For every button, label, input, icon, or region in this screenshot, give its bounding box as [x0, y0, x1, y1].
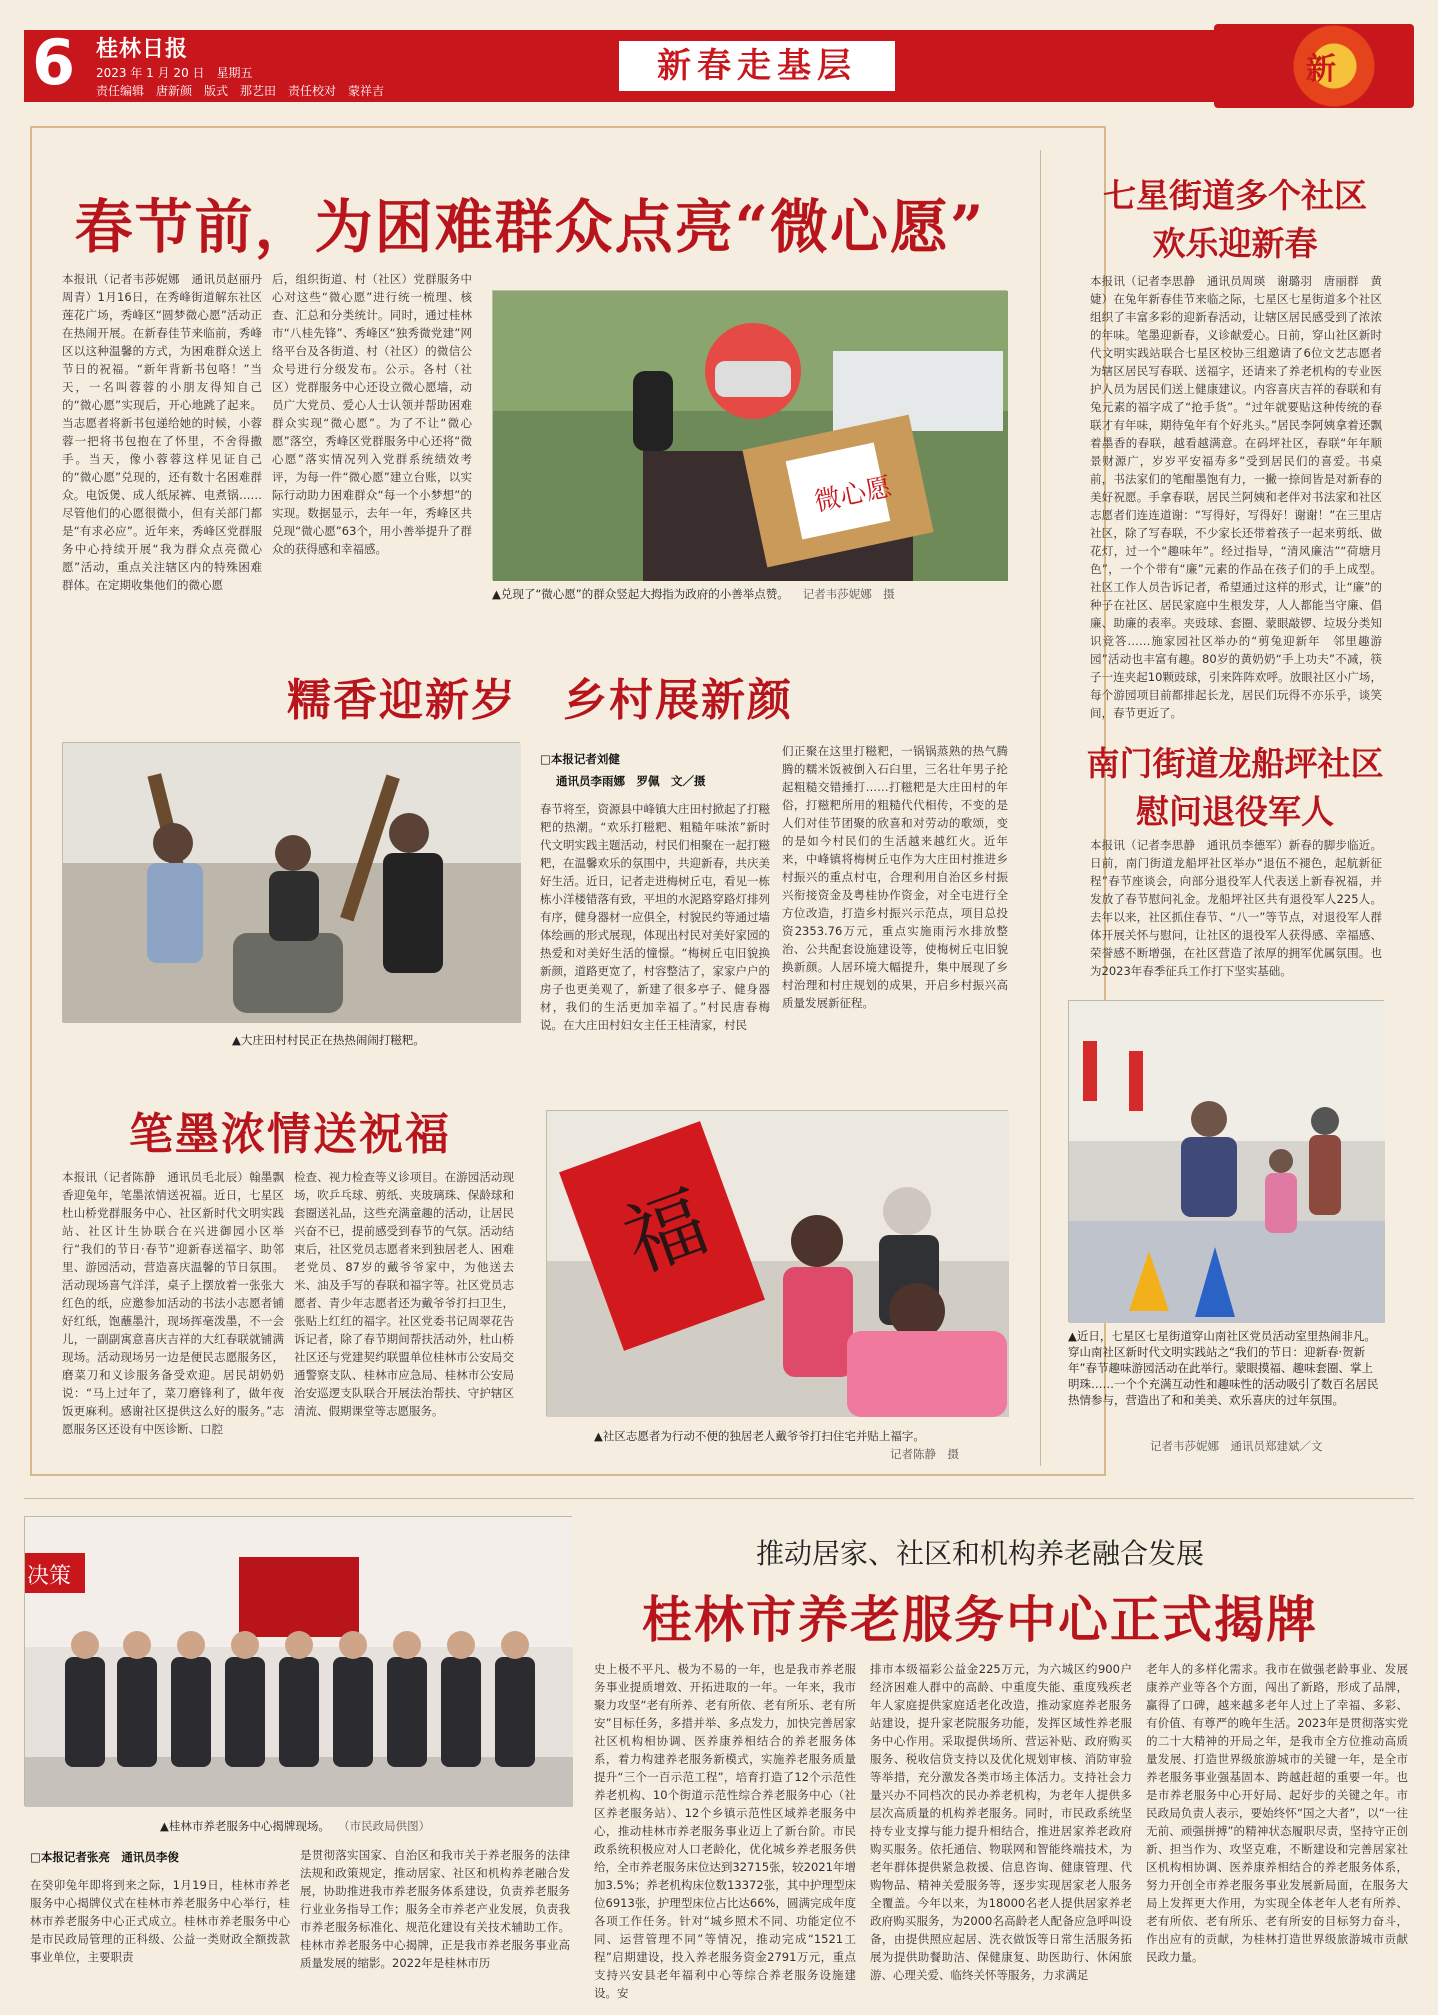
- nanmen-headline: [1060, 740, 1410, 836]
- fu-photo: [546, 1110, 1008, 1416]
- elderly-kicker: 推动居家、社区和机构养老融合发展: [755, 1537, 1204, 1570]
- qixing-story-body: 本报讯（记者李思静 通讯员周瑛 谢璐羽 唐丽群 黄婕）在兔年新春佳节来临之际，七星区七星街道多个社区组织了丰富多彩的迎新春活动，让辖区居民感受到了浓浓的年味。笔墨迎新春，义诊献爱心。日前，穿山社区新时代文明实践站联合七星区校协三组邀请了6位文艺志愿者为辖区居民写春联、送福字，还请来了养老机构的专业医护人员为居民们送上健康建议。内容喜庆吉祥的春联和有兔元素的福字成了“抢手货”。“过年就要贴这种传统的春联才有年味，期待兔年有个好兆头。”居民李阿姨拿着还飘着墨香的春联，越看越满意。在码坪社区，春联“年年顺景财源广，岁岁平安福寿多”受到居民们的喜爱。书桌前，书法家们的笔酣墨饱有力，一撇一捺间皆是对新春的美好祝愿。手拿春联，居民兰阿姨和老伴对书法家和社区志愿者们连连道谢：“写得好，写得好！谢谢！”在三里店社区，除了写春联，不少家长还带着孩子一起来剪纸、做花灯，过一个“趣味年”。经过指导，“清风廉洁”“荷塘月色”，一个个带有“廉”元素的作品在孩子们的手上成型。社区工作人员告诉记者，希望通过这样的形式，让“廉”的种子在社区、居民家庭中生根发芽，人人都能当守廉、倡廉、助廉的表率。夹豉球、套圈、蒙眼敲锣、垃圾分类知识竞答……施家园社区举办的“剪兔迎新年 邻里趣游园”活动也丰富有趣。80岁的黄奶奶“手上功夫”不减，筷子一连夹起10颗豉球，引来阵阵欢呼。放眼社区小广场，每个游园项目前都排起长龙，居民们玩得不亦乐乎，谈笑间，春节更近了。: [1090, 274, 1382, 720]
- fu-character: 福: [612, 1174, 720, 1290]
- main-story-col2: 后，组织街道、村（社区）党群服务中心对这些“微心愿”进行统一梳理、核查、汇总和分类统计。同时，通过桂林市“八桂先锋”、秀峰区“独秀微党建”网络平台及各街道、村（社区）的微信公众号进行分级发布。公示。各村（社区）党群服务中心还设立微心愿墙，动员广大党员、爱心人士认领并帮助困难群众实现“微心愿”。为了不让“微心愿”落空，秀峰区党群服务中心还将“微心愿”落实情况列入党群系统绩效考评，为每一件“微心愿”建立台账，以实际行动助力困难群众“每一个小梦想”的实现。数据显示，去年一年，秀峰区共兑现“微心愿”63个，用小善举提升了群众的获得感和幸福感。: [272, 272, 472, 556]
- date-line: 2023 年 1 月 20 日 星期五: [96, 66, 253, 80]
- games-photo: [1068, 1000, 1384, 1322]
- elderly-ceremony-photo: [24, 1516, 572, 1806]
- photo-sign-text: 微心愿: [811, 472, 895, 518]
- elderly-photo-caption: [160, 1818, 560, 1834]
- elderly-story-col4: 排市本级福彩公益金225万元，为六城区约900户经济困难人群中的高龄、中重度失能、重度残疾老年人家庭提供家庭适老化改造，推动家庭养老服务站建设，提升家老院服务功能，发挥区域性养老服务中心作用。采取提供场所、营运补贴、政府购买服务、税收信贷支持以及优化规划审核、消防审验等举措，充分激发各类市场主体活力。支持社会力量兴办不同档次的民办养老机构，为老年人提供多层次高质量的机构养老服务。同时，市民政系统坚持专业支撑与能力提升相结合，推进居家养老政府购买服务。依托通信、物联网和智能终端技术，为老年群体提供紧急救援、信息咨询、健康管理、代购物品、精神关爱服务等，逐步实现居家老人服务全覆盖。今年以来，为18000名老人提供居家养老政府购买服务，为2000名高龄老人配备应急呼叫设备，由提供照应起居、洗衣做饭等日常生活服务拓展为提供助餐助洁、保健康复、助医助行、休闲旅游、心理关爱、临终关怀等服务，力求满足: [870, 1662, 1132, 1982]
- elderly-story-col3: 史上极不平凡、极为不易的一年，也是我市养老服务事业提质增效、开拓进取的一年。一年来，我市聚力攻坚“老有所养、老有所依、老有所乐、老有所安”目标任务，多措并举、多点发力，加快完善居家社区机构相协调、医养康养相结合的养老服务体系，着力构建养老服务新模式，实施养老服务质量提升“三个一百示范工程”，培育打造了12个示范性养老机构、10个街道示范性综合养老服务中心（社区养老服务站）、12个乡镇示范性区域养老服务中心，推动桂林市养老服务事业迈上了新台阶。市民政系统积极应对人口老龄化，优化城乡养老服务供给，全市养老服务床位达到32715张，较2021年增加3.5%；养老机构床位数13372张，其中护理型床位6913张，护理型床位占比达66%，圆满完成年度各项工作任务。针对“城乡照术不同、功能定位不同、运营管理不同”等情况，推动完成“1521工程”启期建设，投入养老服务资金2791万元，重点支持兴安县老年福利中心等综合养老服务设施建设。安: [594, 1662, 856, 2000]
- photo-banner-text: 决策: [27, 1564, 72, 1589]
- main-caption-credit: 记者韦莎妮娜 摄: [802, 587, 895, 601]
- elderly-story-col2: 是贯彻落实国家、自治区和我市关于养老服务的法律法规和政策规定，推动居家、社区和机构养老融合发展，协助推进我市养老服务体系建设，负责养老服务行业业务指导工作；服务全市养老产业发展，负责我市养老服务标准化、规范化建设有关技术辅助工作。桂林市养老服务中心揭牌，正是我市养老服务事业高质量发展的缩影。2022年是桂林市历: [300, 1848, 570, 1970]
- elderly-byline: [30, 1848, 290, 1868]
- ciba-byline2-text: 通讯员李雨娜 罗佩 文／摄: [556, 774, 706, 788]
- section-title: 新春走基层: [616, 38, 898, 94]
- elderly-byline-text: □本报记者张亮 通讯员李俊: [30, 1850, 179, 1864]
- ciba-byline1-text: □本报记者刘健: [540, 752, 620, 766]
- ciba-headline: 糯香迎新岁 乡村展新颜: [287, 675, 793, 726]
- main-caption-text: ▲兑现了“微心愿”的群众竖起大拇指为政府的小善举点赞。: [492, 587, 789, 601]
- masthead: [24, 24, 1414, 108]
- fu-photo-caption: ▲社区志愿者为行动不便的独居老人戴爷爷打扫住宅并贴上福字。: [594, 1429, 925, 1443]
- nanmen-headline-line1: 南门街道龙船坪社区: [1086, 744, 1384, 783]
- main-photo-caption: [492, 586, 1012, 602]
- paper-name: 桂林日报: [96, 36, 189, 62]
- ciba-photo: [62, 742, 520, 1022]
- ciba-story-col1: 春节将至，资源县中峰镇大庄田村掀起了打糍粑的热潮。“欢乐打糍粑、粗糙年味浓”新时代文明实践主题活动，村民们相聚在一起打糍粑，在温馨欢乐的氛围中，共迎新春，共庆美好生活。近日，记者走进梅树丘屯，看见一栋栋小洋楼错落有致，平坦的水泥路穿路灯排列有序，健身器材一应俱全，村貌民约等通过墙体绘画的形式展现，体现出村民对美好家园的热爱和对美好生活的憧憬。“梅树丘屯旧貌换新颜，道路更宽了，村容整洁了，家家户户的房子也更美观了，新建了很多亭子、健身器材，我们的生活更加幸福了。”村民唐春梅说。在大庄田村妇女主任王桂清家，村民: [540, 802, 770, 1032]
- elderly-story-col5: 老年人的多样化需求。我市在做强老龄事业、发展康养产业等各个方面，闯出了新路，形成了品牌，赢得了口碑，越来越多老年人过上了幸福、多彩、有价值、有尊严的晚年生活。2023年是贯彻落实党的二十大精神的开局之年，是我市全方位推动高质量发展、打造世界级旅游城市的关键一年，是全市养老服务事业强基固本、跨越赶超的重要一年。也是市养老服务中心开好局、起好步的关键之年。市民政局负责人表示，要始终怀“国之大者”，以“一往无前、顽强拼搏”的精神状态履职尽责，坚持守正创新、担当作为、攻坚克难，不断建设和完善居家社区机构相协调、医养康养相结合的养老服务体系，努力开创全市养老服务事业发展新局面，在服务大局上发挥更大作用，为实现全体老年人老有所养、老有所依、老有所乐、老有所安的目标努力奋斗，作出应有的贡献，为桂林打造世界级旅游城市贡献民政力量。: [1146, 1662, 1408, 1964]
- nanmen-headline-line2: 慰问退役军人: [1136, 792, 1334, 831]
- elderly-caption-text: ▲桂林市养老服务中心揭牌现场。: [160, 1819, 330, 1833]
- decor-glyph: 新: [1306, 52, 1336, 87]
- ciba-byline1: [540, 750, 770, 770]
- nanmen-story-body: 本报讯（记者李思静 通讯员李德军）新春的脚步临近。日前，南门街道龙船坪社区举办“退伍不褪色，起航新征程”春节座谈会，向部分退役军人代表送上新春祝福，并发放了春节慰问礼金。龙船坪社区共有退役军人225人。去年以来，社区抓住春节、“八一”等节点，对退役军人群体开展关怀与慰问，让社区的退役军人获得感、幸福感、荣誉感不断增强，在社区营造了浓厚的拥军优属氛围。也为2023年春季征兵工作打下坚实基础。: [1090, 838, 1382, 978]
- ciba-photo-caption: ▲大庄田村村民正在热热闹闹打糍粑。: [232, 1033, 425, 1047]
- elderly-headline: 桂林市养老服务中心正式揭牌: [642, 1590, 1318, 1649]
- column-divider: [1040, 150, 1041, 1466]
- main-story-photo: [492, 290, 1007, 580]
- qixing-headline-line1: 七星街道多个社区: [1103, 176, 1367, 215]
- main-story-col1: 本报讯（记者韦莎妮娜 通讯员赵丽丹 周青）1月16日，在秀峰街道解东社区莲花广场，秀峰区“圆梦微心愿”活动正在热闹开展。在新春佳节来临前，秀峰区以这种温馨的方式，为困难群众送上节日的祝福。“新年背新书包咯！”当天，一名叫蓉蓉的小朋友得知自己的“微心愿”实现后，开心地跳了起来。当志愿者将新书包递给她的时候，小蓉蓉一把将书包抱在了怀里，不舍得撒手。当天，像小蓉蓉这样见证自己的“微心愿”兑现的，还有数十名困难群众。电饭煲、成人纸尿裤、电煮锅……尽管他们的心愿很微小，但有关部门都是“有求必应”。近年来，秀峰区党群服务中心持续开展“我为群众点亮微心愿”活动，重点关注辖区内的特殊困难群体。在定期收集他们的微心愿: [62, 272, 274, 592]
- page-number: 6: [32, 26, 76, 99]
- qixing-headline-line2: 欢乐迎新春: [1152, 224, 1318, 263]
- ciba-story-col2: 们正聚在这里打糍粑，一锅锅蒸熟的热气腾腾的糯米饭被倒入石臼里，三名壮年男子抡起粗糙交错捶打……打糍粑是大庄田村的年俗，打糍粑所用的粗糙代代相传，不变的是人们对佳节团聚的欣喜和对劳动的歌颂，变的是如今村民们的生活越来越红火。近年来，中峰镇将梅树丘屯作为大庄田村推进乡村振兴的重点村屯，合理利用自治区乡村振兴衔接资金及粤桂协作资金，对全屯进行全方位改造，打造乡村振兴示范点，项目总投资2353.76万元，重点实施雨污水排放整治、公共配套设施建设等，使梅树丘屯旧貌换新颜。人居环境大幅提升，集中展现了乡村治理和村庄规划的成果，开启乡村振兴高质量发展新征程。: [782, 744, 1008, 1010]
- main-headline: 春节前，为困难群众点亮“微心愿”: [74, 193, 986, 261]
- lantern-decoration: [1214, 24, 1414, 108]
- games-photo-caption: ▲近日，七星区七星街道穿山南社区党员活动室里热闹非凡。穿山南社区新时代文明实践站之“我们的节日：迎新春·贺新年”春节趣味游园活动在此举行。蒙眼摸福、趣味套圈、掌上明珠……一个个充满互动性和趣味性的活动吸引了数百名居民热情参与，营造出了和和美美、欢乐喜庆的过年氛围。: [1068, 1329, 1379, 1407]
- qixing-headline: [1060, 172, 1410, 268]
- ciba-byline2: [556, 772, 770, 792]
- bottom-section-divider: [24, 1498, 1414, 1499]
- brush-story-col2: 检查、视力检查等义诊项目。在游园活动现场，吹乒乓球、剪纸、夹玻璃珠、保龄球和套圈送礼品，这些充满童趣的活动，让居民兴奋不已，提前感受到春节的气氛。活动结束后，社区党员志愿者来到独居老人、困难老党员、87岁的戴爷爷家中，为他送去米、油及手写的春联和福字等。社区党员志愿者、青少年志愿者还为戴爷爷打扫卫生，张贴上红红的福字。社区党委书记周翠花告诉记者，除了春节期间帮扶活动外，杜山桥社区还与党建契约联盟单位桂林市公安局交通警察支队、桂林市应急局、桂林市公安局治安巡逻支队联合开展法治帮扶、守护辖区清流、假期课堂等志愿服务。: [294, 1170, 514, 1418]
- brush-headline: 笔墨浓情送祝福: [129, 1109, 451, 1160]
- elderly-story-col1: 在癸卯兔年即将到来之际，1月19日，桂林市养老服务中心揭牌仪式在桂林市养老服务中心举行，桂林市养老服务中心正式成立。桂林市养老服务中心是市民政局管理的正科级、公益一类财政全额拨款事业单位，主要职责: [30, 1878, 290, 1964]
- games-photo-credit: 记者韦莎妮娜 通讯员郑建斌／文: [1150, 1439, 1323, 1453]
- editors-line: 责任编辑 唐新颜 版式 那艺田 责任校对 蒙祥吉: [96, 84, 385, 98]
- elderly-caption-credit: （市民政局供图）: [343, 1819, 431, 1833]
- fu-photo-credit: 记者陈静 摄: [890, 1447, 959, 1461]
- brush-story-col1: 本报讯（记者陈静 通讯员毛北辰）翰墨飘香迎兔年，笔墨浓情送祝福。近日，七星区杜山桥党群服务中心、社区新时代文明实践站、社区计生协联合在兴进御园小区举行“我们的节日·春节”迎新春送福字、助邻里、游园活动，营造喜庆温馨的节日氛围。活动现场喜气洋洋，桌子上摆放着一张张大红色的纸，应邀参加活动的书法小志愿者铺好红纸，饱蘸墨汁，现场挥毫泼墨，不一会儿，一副副寓意喜庆吉祥的大红春联就铺满现场。活动现场另一边是便民志愿服务区，磨菜刀和义诊服务备受欢迎。居民胡奶奶说：“马上过年了，菜刀磨锋利了，做年夜饭更麻利。感谢社区提供这么好的服务。”志愿服务区还设有中医诊断、口腔: [62, 1170, 284, 1436]
